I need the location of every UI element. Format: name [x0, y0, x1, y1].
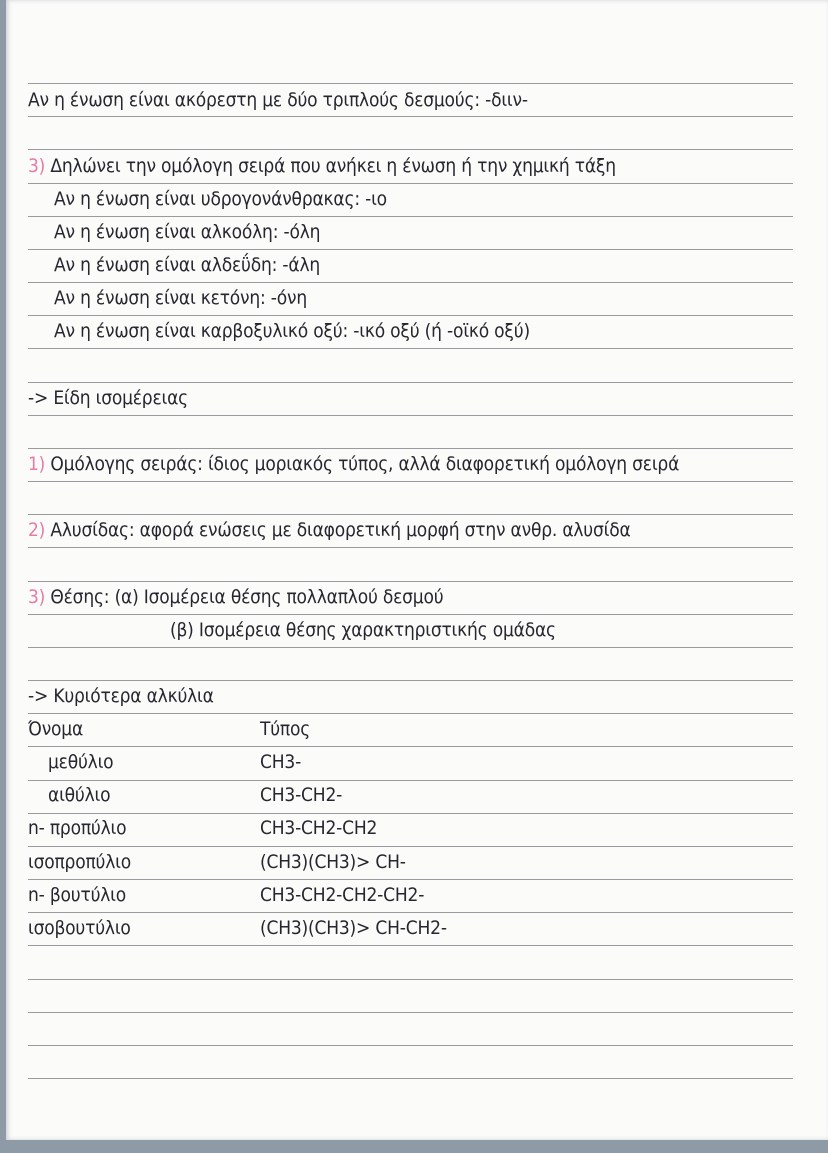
alkyl-formula: CH3-: [260, 751, 302, 773]
alkyl-name: n- προπύλιο: [28, 817, 127, 840]
table-row: [28, 746, 808, 779]
header-formula: Τύπος: [260, 718, 311, 740]
ruled-line: [28, 1012, 793, 1013]
item-number: 3): [28, 586, 46, 608]
alkyl-name: n- βουτύλιο: [28, 883, 127, 906]
alkyl-formula: CH3-CH2-CH2-CH2-: [260, 883, 425, 906]
note-line: [28, 150, 808, 183]
alkyl-name: ισοβουτύλιο: [28, 916, 131, 939]
table-row: [28, 912, 808, 945]
note-line: [28, 315, 828, 348]
table-row: [28, 879, 808, 912]
note-text: Ομόλογης σειράς: ίδιος μοριακός τύπος, αλλά διαφορετική ομόλογη σειρά: [50, 453, 680, 475]
note-line: [28, 614, 828, 647]
alkyl-name: αιθύλιο: [48, 784, 111, 807]
table-header: [28, 713, 808, 746]
notebook-page: [6, 0, 828, 1140]
ruled-line: [28, 481, 793, 482]
note-text: Αν η ένωση είναι αλδεΰδη: -άλη: [54, 254, 321, 276]
item-number: 3): [28, 155, 46, 177]
note-text: -> Κυριότερα αλκύλια: [28, 685, 214, 707]
ruled-line: [28, 1078, 793, 1079]
alkyl-formula: CH3-CH2-CH2: [260, 817, 378, 840]
alkyl-formula: (CH3)(CH3)> CH-CH2-: [260, 916, 447, 939]
section-heading: [28, 680, 808, 713]
ruled-line: [28, 348, 793, 349]
ruled-line: [28, 945, 793, 946]
note-line: [28, 216, 828, 249]
item-number: 2): [28, 519, 46, 541]
alkyl-formula: CH3-CH2-: [260, 784, 343, 807]
ruled-line: [28, 979, 793, 980]
note-text: (β) Ισομέρεια θέσης χαρακτηριστικής ομάδας: [170, 619, 556, 641]
table-row: [28, 812, 808, 845]
note-line: [28, 514, 808, 547]
ruled-line: [28, 547, 793, 548]
note-line: [28, 581, 808, 614]
note-text: Αν η ένωση είναι ακόρεστη με δύο τριπλούς δεσμούς: -διιν-: [28, 89, 528, 111]
alkyl-name: μεθύλιο: [48, 751, 114, 773]
header-name: Όνομα: [28, 718, 84, 740]
alkyl-name: ισοπροπύλιο: [28, 850, 131, 873]
note-line: [28, 249, 828, 282]
note-line: [28, 448, 808, 481]
note-line: [28, 84, 808, 117]
ruled-line: [28, 1045, 793, 1046]
note-text: Αν η ένωση είναι καρβοξυλικό οξύ: -ικό οξύ (ή -οϊκό οξύ): [54, 320, 530, 342]
note-text: Δηλώνει την ομόλογη σειρά που ανήκει η ένωση ή την χημική τάξη: [50, 155, 616, 177]
note-line: [28, 183, 828, 216]
note-text: Αλυσίδας: αφορά ενώσεις με διαφορετική μορφή στην ανθρ. αλυσίδα: [50, 519, 631, 541]
note-text: -> Είδη ισομέρειας: [28, 387, 188, 409]
table-row: [28, 779, 808, 812]
table-row: [28, 846, 808, 879]
note-line: [28, 282, 828, 315]
ruled-line: [28, 647, 793, 648]
section-heading: [28, 382, 808, 415]
note-text: Θέσης: (α) Ισομέρεια θέσης πολλαπλού δεσμού: [50, 586, 444, 608]
note-text: Αν η ένωση είναι κετόνη: -όνη: [54, 287, 308, 309]
alkyl-formula: (CH3)(CH3)> CH-: [260, 850, 406, 873]
item-number: 1): [28, 453, 46, 475]
note-text: Αν η ένωση είναι υδρογονάνθρακας: -ιο: [54, 188, 387, 210]
note-text: Αν η ένωση είναι αλκοόλη: -όλη: [54, 221, 321, 243]
